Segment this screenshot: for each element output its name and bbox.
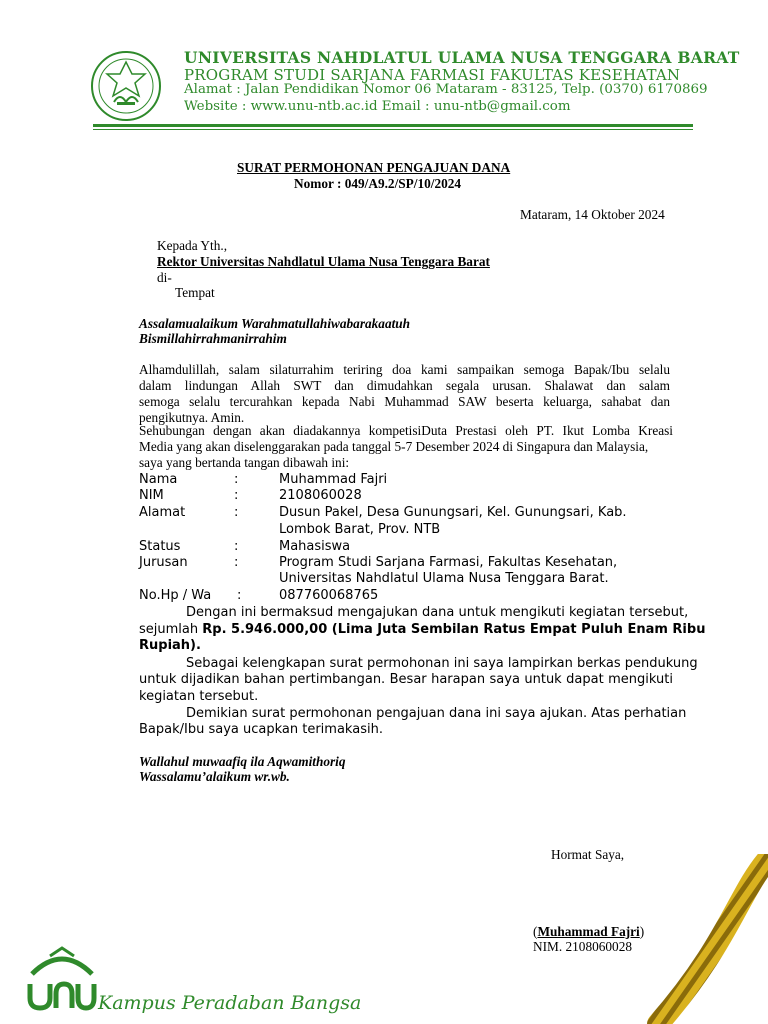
salutation: Assalamualaikum Warahmatullahiwabarakaatuh: [139, 316, 411, 331]
letterhead-address: Alamat : Jalan Pendidikan Nomor 06 Mataram - 83125, Telp. (0370) 6170869: [184, 82, 708, 97]
paragraph-5-line-2: Bapak/Ibu saya ucapkan terimakasih.: [139, 722, 383, 737]
university-seal-icon: [90, 50, 162, 122]
recipient-name: Rektor Universitas Nahdlatul Ulama Nusa Tenggara Barat: [157, 254, 490, 269]
paragraph-2-line-3: saya yang bertanda tangan dibawah ini:: [139, 455, 350, 470]
letterhead-rule: [93, 124, 693, 127]
paragraph-2-line-1: Sehubungan dengan akan diadakannya kompetisiDuta Prestasi oleh PT. Ikut Lomba Kreasi: [139, 423, 673, 438]
identity-separator: :: [237, 588, 242, 603]
identity-value-cont: Lombok Barat, Prov. NTB: [279, 522, 441, 537]
identity-label: Status: [139, 539, 181, 554]
paragraph-1-line-2: dalam lindungan Allah SWT dan dimudahkan segala urusan. Shalawat dan salam: [139, 378, 670, 393]
identity-label: Jurusan: [139, 555, 188, 570]
regards: Hormat Saya,: [551, 847, 625, 862]
paragraph-2-line-2: Media yang akan diselenggarakan pada tanggal 5-7 Desember 2024 di Singapura dan Malaysia,: [139, 439, 649, 454]
place-date: Mataram, 14 Oktober 2024: [520, 207, 665, 222]
identity-label: Alamat: [139, 505, 186, 520]
identity-value: Dusun Pakel, Desa Gunungsari, Kel. Gunungsari, Kab.: [279, 505, 627, 520]
identity-separator: :: [234, 488, 239, 503]
paragraph-5-line-1: Demikian surat permohonan pengajuan dana ini saya ajukan. Atas perhatian: [186, 706, 687, 721]
identity-value: 087760068765: [279, 588, 379, 603]
gold-rope-ornament: [618, 854, 768, 1024]
paragraph-4-line-2: untuk dijadikan bahan pertimbangan. Besar harapan saya untuk dapat mengikuti: [139, 672, 673, 687]
identity-value: Muhammad Fajri: [279, 472, 388, 487]
identity-separator: :: [234, 555, 239, 570]
paragraph-1-line-1: Alhamdulillah, salam silaturrahim teriring doa kami sampaikan semoga Bapak/Ibu selalu: [139, 362, 670, 377]
closing-line-2: Wassalamu’alaikum wr.wb.: [139, 769, 290, 784]
identity-value-cont: Universitas Nahdlatul Ulama Nusa Tenggara Barat.: [279, 571, 609, 586]
requested-amount: Rp. 5.946.000,00 (Lima Juta Sembilan Ratus Empat Puluh Enam Ribu: [202, 622, 706, 637]
identity-value: Mahasiswa: [279, 539, 351, 554]
identity-separator: :: [234, 505, 239, 520]
closing-line-1: Wallahul muwaafiq ila Aqwamithoriq: [139, 754, 346, 769]
signature-nim: NIM. 2108060028: [533, 939, 632, 954]
recipient-greeting: Kepada Yth.,: [157, 238, 228, 253]
paragraph-4-line-1: Sebagai kelengkapan surat permohonan ini saya lampirkan berkas pendukung: [186, 656, 698, 671]
signature-name: Muhammad Fajri: [537, 924, 640, 939]
identity-label: No.Hp / Wa: [139, 588, 212, 603]
paragraph-3-line-1: Dengan ini bermaksud mengajukan dana untuk mengikuti kegiatan tersebut,: [186, 605, 689, 620]
identity-value: Program Studi Sarjana Farmasi, Fakultas Kesehatan,: [279, 555, 618, 570]
letter-number: Nomor : 049/A9.2/SP/10/2024: [294, 176, 462, 191]
signature-name-line: (Muhammad Fajri): [533, 924, 645, 939]
letterhead-program: PROGRAM STUDI SARJANA FARMASI FAKULTAS KESEHATAN: [184, 66, 681, 84]
paragraph-1-line-3: semoga selalu tercurahkan kepada Nabi Muhammad SAW beserta keluarga, sahabat dan: [139, 394, 670, 409]
letterhead-university: UNIVERSITAS NAHDLATUL ULAMA NUSA TENGGARA BARAT: [184, 48, 740, 67]
paragraph-3-line-3: Rupiah).: [139, 638, 201, 653]
identity-value: 2108060028: [279, 488, 362, 503]
recipient-di: di-: [157, 270, 172, 285]
footer-motto: Kampus Peradaban Bangsa: [98, 992, 362, 1014]
letterhead-rule-thin: [93, 129, 693, 130]
identity-label: NIM: [139, 488, 164, 503]
paragraph-3-line-2: sejumlah Rp. 5.946.000,00 (Lima Juta Sembilan Ratus Empat Puluh Enam Ribu: [139, 622, 706, 637]
basmalah: Bismillahirrahmanirrahim: [139, 331, 287, 346]
letterhead-contact: Website : www.unu-ntb.ac.id Email : unu-ntb@gmail.com: [184, 99, 571, 114]
identity-separator: :: [234, 539, 239, 554]
recipient-place: Tempat: [175, 285, 215, 300]
paragraph-1-line-4: pengikutnya. Amin.: [139, 410, 245, 425]
identity-label: Nama: [139, 472, 178, 487]
paragraph-4-line-3: kegiatan tersebut.: [139, 689, 259, 704]
identity-separator: :: [234, 472, 239, 487]
letter-title: SURAT PERMOHONAN PENGAJUAN DANA: [237, 160, 511, 175]
unu-logo-icon: [22, 944, 102, 1014]
